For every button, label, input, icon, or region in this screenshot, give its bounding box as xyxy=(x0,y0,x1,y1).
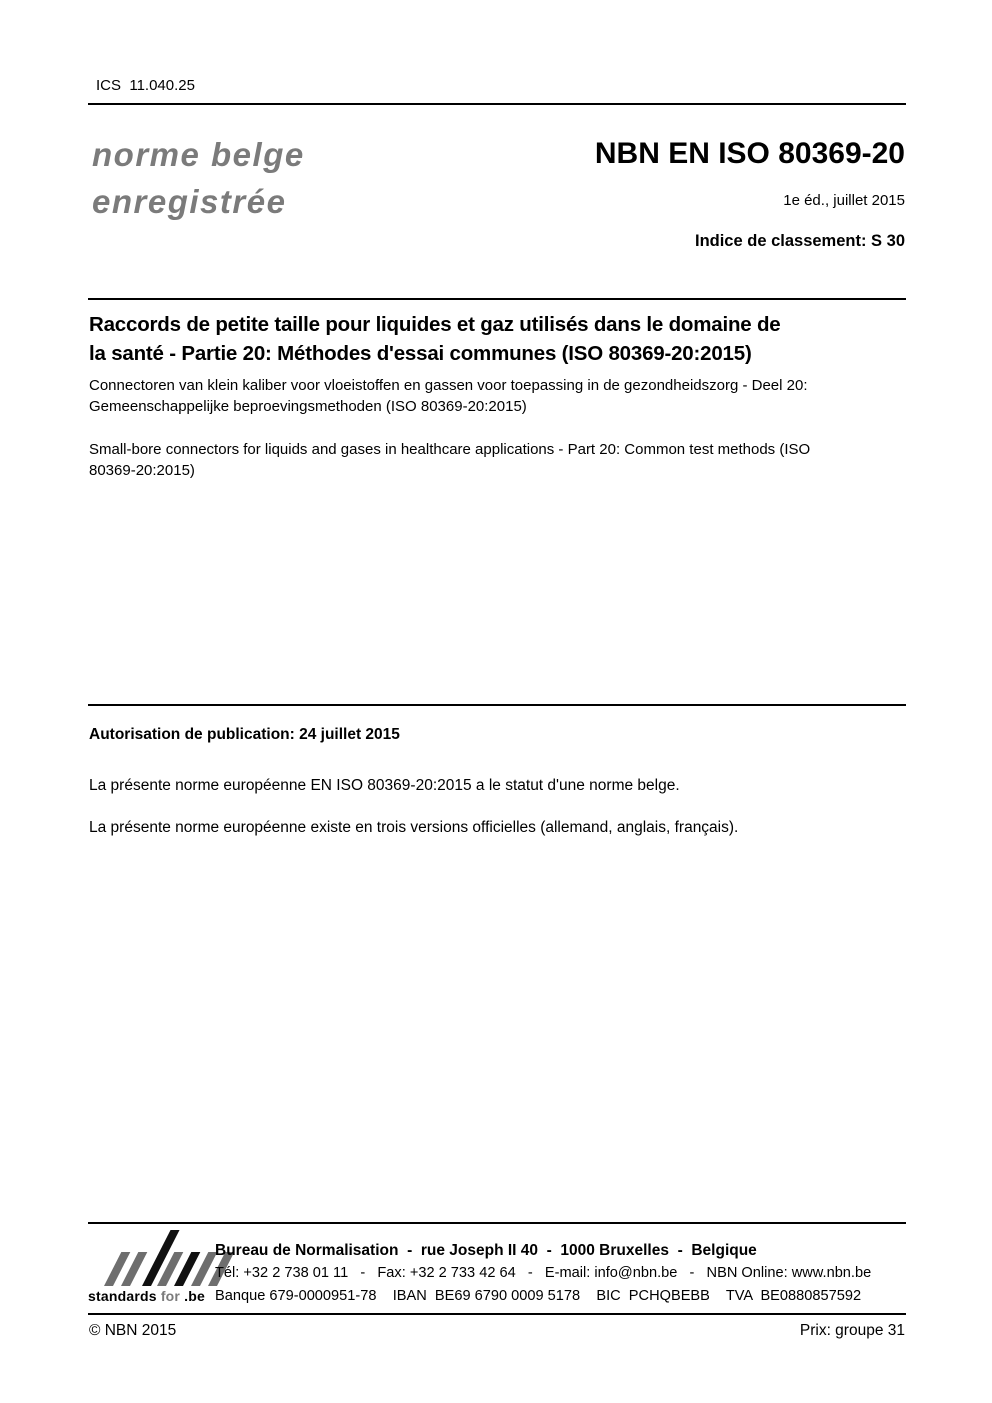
classification-index: Indice de classement: S 30 xyxy=(694,232,905,250)
top-divider xyxy=(88,103,906,105)
footer-bottom-divider xyxy=(88,1313,906,1315)
publication-authorization: Autorisation de publication: 24 juillet 2015 xyxy=(89,726,400,743)
brand-wordmark-line2: enregistrée xyxy=(92,183,287,220)
logo-caption-for: for xyxy=(160,1288,181,1304)
brand-wordmark xyxy=(92,131,305,225)
document-number: NBN EN ISO 80369-20 xyxy=(594,137,905,170)
title-english-line2: 80369-20:2015) xyxy=(89,462,195,479)
title-french-line2: la santé - Partie 20: Méthodes d'essai communes (ISO 80369-20:2015) xyxy=(89,342,752,365)
copyright-notice: © NBN 2015 xyxy=(89,1322,177,1339)
title-divider xyxy=(88,298,906,300)
footer-contact-block xyxy=(215,1239,871,1308)
title-french-line1: Raccords de petite taille pour liquides et gaz utilisés dans le domaine de xyxy=(89,313,781,336)
title-dutch-line1: Connectoren van klein kaliber voor vloeistoffen en gassen voor toepassing in de gezondheidszorg - Deel 20: xyxy=(89,377,808,394)
title-dutch-line2: Gemeenschappelijke beproevingsmethoden (ISO 80369-20:2015) xyxy=(89,398,527,415)
title-french xyxy=(89,310,781,368)
ics-code: ICS 11.040.25 xyxy=(96,77,195,94)
status-paragraph: La présente norme européenne EN ISO 80369-20:2015 a le statut d'une norme belge. xyxy=(89,777,680,794)
title-english-line1: Small-bore connectors for liquids and gases in healthcare applications - Part 20: Common test methods (ISO xyxy=(89,441,811,458)
logo-caption-standards: standards xyxy=(88,1288,161,1304)
edition-date: 1e éd., juillet 2015 xyxy=(783,192,905,209)
footer-contact: Tél: +32 2 738 01 11 - Fax: +32 2 733 42 64 - E-mail: info@nbn.be - NBN Online: www.nbn.be xyxy=(215,1265,872,1281)
publication-divider xyxy=(88,704,906,706)
footer-address: Bureau de Normalisation - rue Joseph II 40 - 1000 Bruxelles - Belgique xyxy=(215,1242,757,1259)
title-english xyxy=(89,439,810,481)
logo-caption-be: .be xyxy=(180,1288,205,1304)
versions-paragraph: La présente norme européenne existe en trois versions officielles (allemand, anglais, français). xyxy=(89,819,739,836)
nbn-logo xyxy=(96,1228,208,1286)
footer-bank-details: Banque 679-0000951-78 IBAN BE69 6790 0009 5178 BIC PCHQBEBB TVA BE0880857592 xyxy=(215,1288,862,1304)
footer-top-divider xyxy=(88,1222,906,1224)
price-group: Prix: groupe 31 xyxy=(799,1322,905,1339)
logo-caption xyxy=(88,1288,205,1304)
title-dutch xyxy=(89,375,808,417)
brand-wordmark-line1: norme belge xyxy=(92,136,305,173)
